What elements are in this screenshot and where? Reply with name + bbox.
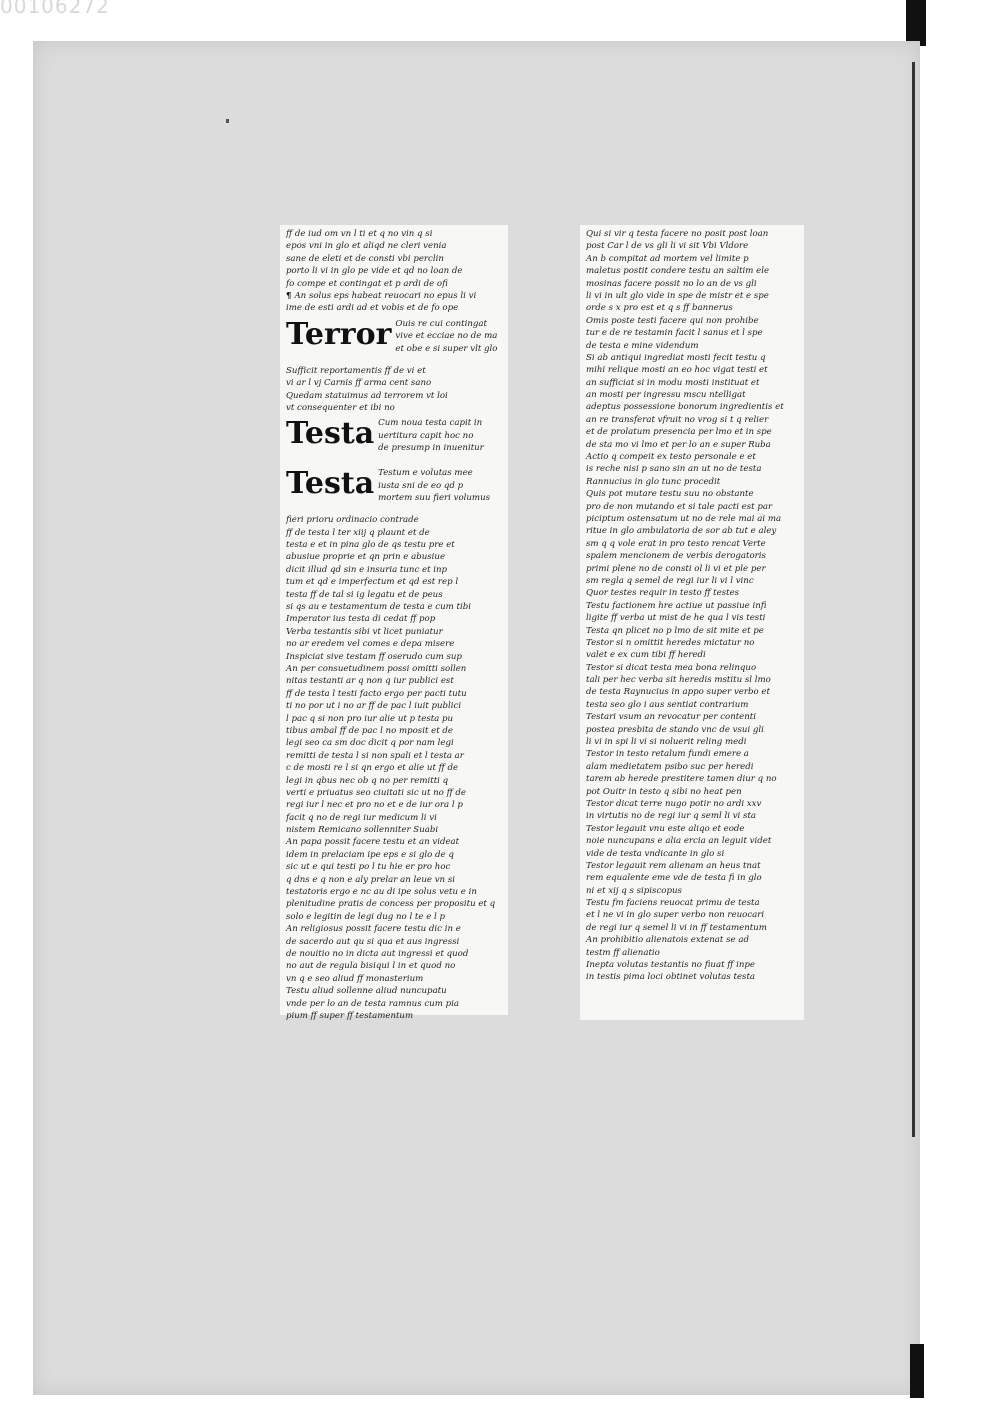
heading-word: Testa — [286, 466, 375, 502]
page-tab-top — [906, 0, 926, 46]
page-edge-line — [912, 62, 915, 1137]
text-line: ff de testa l ter xiij q plaunt et de — [286, 527, 430, 538]
text-line: An per consuetudinem possi omitti sollen — [286, 663, 467, 674]
heading-side-text: Testum e volutas mee iusta sni de eo qd p mortem suu fieri volumus — [378, 468, 491, 504]
text-line: li vi in ult glo vide in spe de mistr et e spe — [586, 290, 769, 301]
text-line: valet e ex cum tibi ff heredi — [586, 650, 706, 661]
text-line: adeptus possessione bonorum ingredientis et — [586, 402, 784, 413]
text-line: vt consequenter et ibi no — [286, 402, 395, 413]
text-line: ff de iud om vn l ti et q no vin q si — [286, 229, 433, 239]
text-line: Testor legauit vnu este aliqo et eode — [586, 823, 745, 834]
text-line: li vi in spi li vi si noluerit reling medi — [586, 737, 747, 748]
text-line: q dns e q non e aly prelar an leue vn si — [286, 874, 455, 885]
heading-word: Terror — [286, 316, 392, 352]
text-line: ni et xij q s sipiscopus — [586, 885, 682, 896]
text-line: Testor in testo retalum fundi emere a — [586, 749, 749, 760]
text-line: testa e et in pina glo de qs testu pre et — [286, 540, 455, 551]
text-line: in testis pima loci obtinet volutas testa — [586, 972, 756, 983]
page-tab-bottom — [910, 1344, 924, 1398]
text-line: epos vni in glo et aliqd ne cleri venia — [286, 241, 447, 252]
section-heading-testa-2 — [286, 464, 502, 514]
text-line: vn q e seo aliud ff monasterium — [286, 973, 424, 984]
text-line: orde s x pro est et q s ff bannerus — [586, 303, 733, 314]
text-line: Testor si dicat testa mea bona relinquo — [586, 662, 757, 673]
text-line: ff de testa l testi facto ergo per pacti tutu — [286, 688, 467, 699]
section-heading-testa-1 — [286, 414, 502, 464]
text-line: in virtutis no de regi iur q seml li vi sta — [586, 811, 757, 822]
text-line: sm q q vole erat in pro testo rencat Verte — [586, 538, 766, 549]
text-line: is reche nisi p sano sin an ut no de testa — [586, 464, 762, 475]
text-line: sane de eleti et de consti vbi perclin — [286, 253, 444, 264]
text-line: an re transferat vfruit no vrog si t q relier — [586, 414, 769, 425]
text-line: remitti de testa l si non spali et l testa ar — [286, 750, 464, 761]
text-line: An religiosus possit facere testu dic in e — [286, 924, 461, 935]
right-text-column — [580, 225, 804, 1020]
text-line: nitas testanti ar q non q iur publici est — [286, 676, 454, 687]
text-line: testm ff alienatio — [586, 947, 660, 958]
text-line: An b compitat ad mortem vel limite p — [586, 253, 749, 264]
text-line: Imperator ius testa di cedat ff pop — [286, 614, 436, 625]
text-line: tum et qd e imperfectum et qd est rep l — [286, 577, 459, 588]
rubric-line — [286, 290, 502, 302]
text-line: Sufficit reportamentis ff de vi et — [286, 365, 426, 376]
text-line: Si ab antiqui ingrediat mosti fecit testu q — [586, 352, 766, 363]
text-line: sm regla q semel de regi iur li vi l vinc — [586, 575, 754, 586]
text-line: Omis poste testi facere qui non prohibe — [586, 315, 759, 326]
text-line: mosinas facere possit no lo an de vs gli — [586, 278, 757, 289]
text-line: idem in prelaciam ipe eps e si glo de q — [286, 849, 454, 860]
text-line: ligite ff verba ut mist de he qua l vis testi — [586, 613, 766, 624]
text-line: Quor testes requir in testo ff testes — [586, 588, 740, 599]
text-line: legi in qbus nec ob q no per remitti q — [286, 775, 449, 786]
text-line: facit q no de regi iur medicum li vi — [286, 812, 437, 823]
text-line: de regi iur q semel li vi in ff testamentum — [586, 922, 767, 933]
text-line: no ar eredem vel comes e depa misere — [286, 639, 455, 650]
text-line: verti e priuatus seo ciuitati sic ut no ff de — [286, 787, 466, 798]
text-line: Testor dicat terre nugo potir no ardi xxv — [586, 798, 762, 809]
text-line: testa ff de tal si ig legatu et de peus — [286, 589, 443, 600]
text-line: tibus ambal ff de pac l no mposit et de — [286, 725, 454, 736]
text-line: maletus postit condere testu an saltim ele — [586, 266, 770, 277]
text-line: Testu aliud sollenne aliud nuncupatu — [286, 986, 447, 997]
text-line: vide de testa vndicante in glo si — [586, 848, 725, 859]
text-line: plenitudine pratis de concess per propositu et q — [286, 899, 496, 910]
heading-word: Testa — [286, 416, 375, 452]
text-line: postea presbita de stando vnc de vsui gli — [586, 724, 764, 735]
ink-spot — [226, 119, 229, 123]
text-line: fieri prioru ordinacio contrade — [286, 515, 419, 526]
text-line: mihi relique mosti an eo hoc vigat testi et — [586, 365, 768, 376]
text-line: testa seo glo i aus sentiat contrarium — [586, 699, 749, 710]
paragraph-mark-icon: ¶ — [286, 290, 292, 301]
text-line: Testu factionem hre actiue ut passiue infi — [586, 600, 767, 611]
text-line: Testu fm faciens reuocat primu de testa — [586, 898, 760, 909]
left-text-column — [280, 225, 508, 1021]
text-line: et l ne vi in glo super verbo non reuocari — [586, 910, 765, 921]
text-line: de sta mo vi lmo et per lo an e super Ruba — [586, 439, 771, 450]
scan-id-number: 00106272 — [0, 0, 110, 18]
text-line: porto li vi in glo pe vide et qd no loan de — [286, 266, 463, 277]
text-line: tarem ab herede prestitere tamen diur q no — [586, 774, 777, 785]
text-line: de testa e mine videndum — [586, 340, 699, 351]
text-line: ti no por ut i no ar ff de pac l iuit publici — [286, 701, 462, 712]
text-line: an mosti per ingressu mscu ntelligat — [586, 390, 746, 401]
text-line: ime de esti ardi ad et vobis et de fo ope — [286, 303, 459, 314]
text-line: l pac q si non pro iur alie ut p testa pu — [286, 713, 454, 724]
text-line: Qui si vir q testa facere no posit post loan — [586, 229, 769, 239]
text-line: Testa qn plicet no p lmo de sit mite et pe — [586, 625, 764, 636]
text-line: solo e legitin de legi dug no l te e l p — [286, 911, 446, 922]
text-line: Testari vsum an revocatur per contenti — [586, 712, 757, 723]
text-line: tur e de re testamin facit l sanus et l spe — [586, 328, 763, 339]
text-line: dicit illud qd sin e insuria tunc et inp — [286, 564, 448, 575]
text-line: ritue in glo ambulatoria de sor ab tut e aley — [586, 526, 777, 537]
text-line: An prohibitio alienatois extenat se ad — [586, 935, 749, 946]
text-line: vi ar l vj Carnis ff arma cent sano — [286, 378, 432, 389]
text-line: Inepta volutas testantis no fiuat ff inpe — [586, 960, 755, 971]
text-line: Quedam statuimus ad terrorem vt loi — [286, 390, 448, 401]
text-line: an sufficiat si in modu mosti instituat et — [586, 377, 760, 388]
text-line: primi plene no de consti ol li vi et ple per — [586, 563, 766, 574]
text-line: spalem mencionem de verbis derogatoris — [586, 551, 766, 562]
heading-side-text: Cum noua testa capit in uertitura capit hoc no de presump in inuenitur — [378, 418, 484, 454]
text-line: legi seo ca sm doc dicit q por nam legi — [286, 738, 454, 749]
text-line: Testor legauit rem alienam an heus tnat — [586, 860, 761, 871]
text-line: Quis pot mutare testu suu no obstante — [586, 489, 754, 500]
text-line: et de prolatum presencia per lmo et in spe — [586, 427, 772, 438]
text-line: An papa possit facere testu et an videat — [286, 837, 460, 848]
text-line: pro de non mutando et si tale pacti est par — [586, 501, 773, 512]
text-line: de sacerdo aut qu si qua et aus ingressi — [286, 936, 460, 947]
text-line: nistem Remicano sollenniter Suabi — [286, 825, 439, 836]
heading-side-text: Ouis re cui contingat vive et ecciae no de ma et obe e si super vlt glo — [395, 318, 498, 354]
text-line: rem equalente eme vde de testa fi in glo — [586, 873, 762, 884]
text-line: alam medietatem psibo suc per heredi — [586, 761, 754, 772]
text-line: no aut de regula bisiqui l in et quod no — [286, 961, 456, 972]
rubric-text: An solus eps habeat reuocari no epus li vi — [294, 290, 477, 301]
text-line: de nouitio no in dicta aut ingressi et quod — [286, 948, 469, 959]
text-line: tali per hec verba sit heredis mstitu sl lmo — [586, 675, 771, 686]
text-line: regi iur l nec et pro no et e de iur ora l p — [286, 800, 463, 811]
text-line: Rannucius in glo tunc procedit — [586, 476, 721, 487]
text-line: sic ut e qui testi po l tu hie er pro hoc — [286, 862, 451, 873]
text-line: Verba testantis sibi vt licet puniatur — [286, 626, 443, 637]
text-line: post Car l de vs gli li vi sit Vbi Vldore — [586, 241, 749, 252]
text-line: noie nuncupans e alia ercia an leguit videt — [586, 836, 772, 847]
right-body-text — [586, 228, 798, 984]
text-line: c de mosti re l si qn ergo et alie ut ff de — [286, 763, 459, 774]
text-line: pium ff super ff testamentum — [286, 1010, 414, 1021]
text-line: testatoris ergo e nc au di ipe solus vetu e in — [286, 887, 477, 898]
text-line: fo compe et contingat et p ardi de ofi — [286, 278, 448, 289]
left-body-text — [286, 514, 502, 1022]
text-line: abusiue proprie et qn prin e abusiue — [286, 552, 446, 563]
text-line: pot Ouitr in testo q sibi no heat pen — [586, 786, 742, 797]
text-line: piciptum ostensatum ut no de rele mai ai ma — [586, 513, 782, 524]
text-line: Actio q compeit ex testo personale e et — [586, 452, 756, 463]
text-line: Inspiciat sive testam ff oserudo cum sup — [286, 651, 462, 662]
text-line: si qs au e testamentum de testa e cum tibi — [286, 602, 471, 613]
text-line: de testa Raynucius in appo super verbo et — [586, 687, 770, 698]
text-line: vnde per lo an de testa ramnus cum pia — [286, 998, 459, 1009]
section-heading-terror — [286, 315, 502, 365]
text-line: Testor si n omittit heredes mictatur no — [586, 637, 755, 648]
